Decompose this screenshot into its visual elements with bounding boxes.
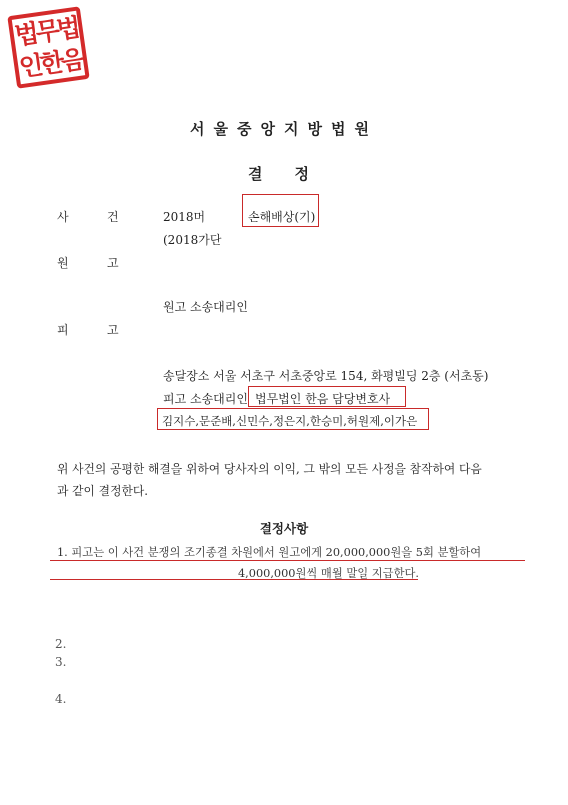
defendant-law-firm: 법무법인 한음 담당변호사 — [255, 392, 391, 406]
decision-item-1-line-2: 4,000,000원씩 매월 말일 지급한다. — [238, 567, 419, 580]
case-name: 손해배상(기) — [248, 210, 316, 224]
decision-item-1-underline-1 — [50, 560, 525, 561]
body-line-1: 위 사건의 공평한 해결을 위하여 당사자의 이익, 그 밖의 모든 사정을 참작하여 다음 — [57, 462, 482, 476]
case-number: 2018머 — [163, 210, 206, 224]
label-case-1: 사 — [57, 210, 69, 224]
plaintiff-representative: 원고 소송대리인 — [163, 300, 248, 314]
decision-item-4: 4. — [55, 692, 67, 706]
decision-title: 결정사항 — [259, 521, 309, 536]
decision-item-3: 3. — [55, 655, 67, 669]
label-plaintiff-2: 고 — [107, 256, 119, 270]
law-firm-stamp — [7, 6, 89, 88]
label-defendant-1: 피 — [57, 323, 69, 337]
decision-item-2: 2. — [55, 637, 67, 651]
case-name-highlight — [242, 194, 319, 227]
body-line-2: 과 같이 결정한다. — [57, 484, 149, 498]
decision-item-1-line-1: 1. 피고는 이 사건 분쟁의 조기종결 차원에서 원고에게 20,000,000원을 5회 분할하여 — [57, 546, 482, 559]
court-name: 서울중앙지방법원 — [190, 120, 378, 138]
lawyer-names: 김지수,문준배,신민수,정은지,한승미,허원제,이가은 — [162, 414, 418, 428]
service-address: 송달장소 서울 서초구 서초중앙로 154, 화평빌딩 2층 (서초동) — [163, 369, 489, 383]
stamp-line-2: 인한음 — [17, 44, 85, 83]
decision-item-1-underline-2 — [50, 579, 418, 580]
defendant-rep-prefix: 피고 소송대리인 — [163, 392, 248, 406]
label-case-2: 건 — [107, 210, 119, 224]
case-reference: (2018가단 — [163, 233, 222, 247]
label-plaintiff-1: 원 — [57, 256, 69, 270]
law-firm-highlight — [248, 386, 406, 407]
stamp-line-1: 법무법 — [12, 12, 80, 51]
document-title: 결정 — [248, 165, 341, 183]
lawyer-names-highlight — [157, 408, 429, 430]
label-defendant-2: 고 — [107, 323, 119, 337]
